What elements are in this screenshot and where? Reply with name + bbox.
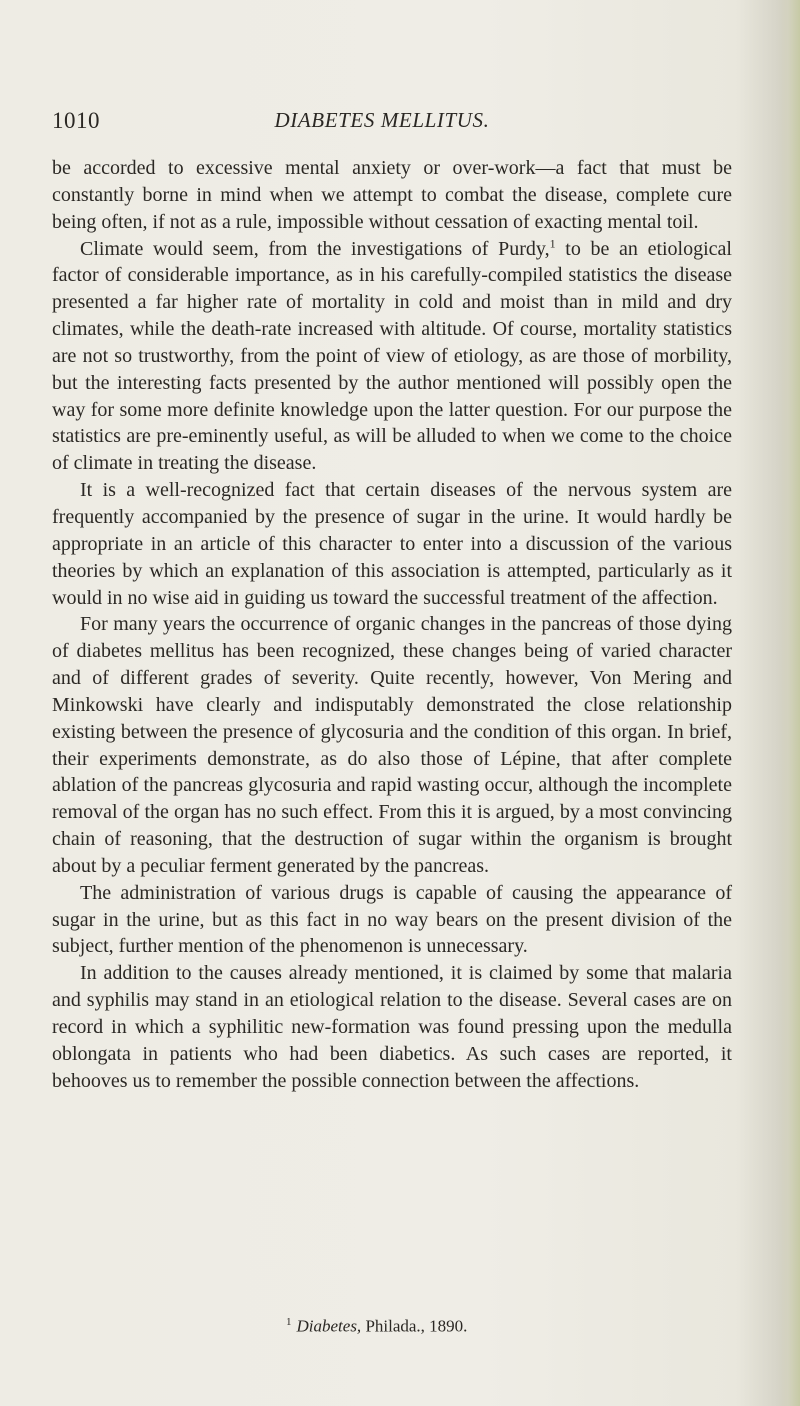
page-number: 1010 [52,108,100,133]
running-title: DIABETES MELLITUS. [274,108,490,132]
paragraph-2-text-after-ref: to be an etiological factor of considerable importance, as in his carefully-compiled statistics the disease presented a far higher rate of mortality in cold and moist than in mild and dry climates, while the death-rate increased with altitude. Of course, mortality statistics are not so trustworthy, from the point of view of etiology, as are those of morbility, but the interesting facts presented by the author mentioned will possibly open the way for some more definite knowledge upon the latter question. For our purpose the statistics are pre-eminently useful, as will be alluded to when we come to the choice of climate in treating the disease. [52,237,732,475]
paragraph-3: It is a well-recognized fact that certain diseases of the nervous system are frequently accompanied by the presence of sugar in the urine. It would hardly be appropriate in an article of this character to enter into a discussion of the various theories by which an explanation of this association is attempted, particularly as it would in no wise aid in guiding us toward the successful treatment of the affection. [52,479,732,609]
paragraph-1: be accorded to excessive mental anxiety or over-work—a fact that must be constantly borne in mind when we attempt to combat the disease, complete cure being often, if not as a rule, impossible without cessation of exacting mental toil. [52,157,732,233]
paragraph-5: The administration of various drugs is capable of causing the appearance of sugar in the urine, but as this fact in no way bears on the present division of the subject, further mention of the phenomenon is unnecessary. [52,881,732,958]
page-header [52,108,712,144]
paragraph-2-text-before-ref: Climate would seem, from the investigations of Purdy, [80,237,550,260]
footnote-reference: 1 [549,235,556,250]
body-text [52,155,732,1095]
footnote-mark: 1 [286,1316,292,1328]
footnote-citation: Philada., 1890. [361,1316,468,1336]
footnote-book-title: Diabetes, [296,1316,362,1336]
paragraph-4: For many years the occurrence of organic changes in the pancreas of those dying of diabetes mellitus has been recognized, these changes being of varied character and of different grades of severity. Quite recently, however, Von Mering and Minkowski have clearly and indisputably demonstrated the close relationship existing between the presence of glycosuria and the condition of this organ. In brief, their experiments demonstrate, as do also those of Lépine, that after complete ablation of the pancreas glycosuria and rapid wasting occur, although the incomplete removal of the organ has no such effect. From this it is argued, by a most convincing chain of reasoning, that the destruction of sugar within the organism is brought about by a peculiar ferment generated by the pancreas. [52,613,732,877]
paragraph-2 [52,236,732,478]
paragraph-6: In addition to the causes already mentioned, it is claimed by some that malaria and syphilis may stand in an etiological relation to the disease. Several cases are on record in which a syphilitic new-formation was found pressing upon the medulla oblongata in patients who had been diabetics. As such cases are reported, it behooves us to remember the possible connection between the affections. [52,962,732,1092]
page-edge-shading [778,0,800,1406]
footnote [286,1316,467,1337]
